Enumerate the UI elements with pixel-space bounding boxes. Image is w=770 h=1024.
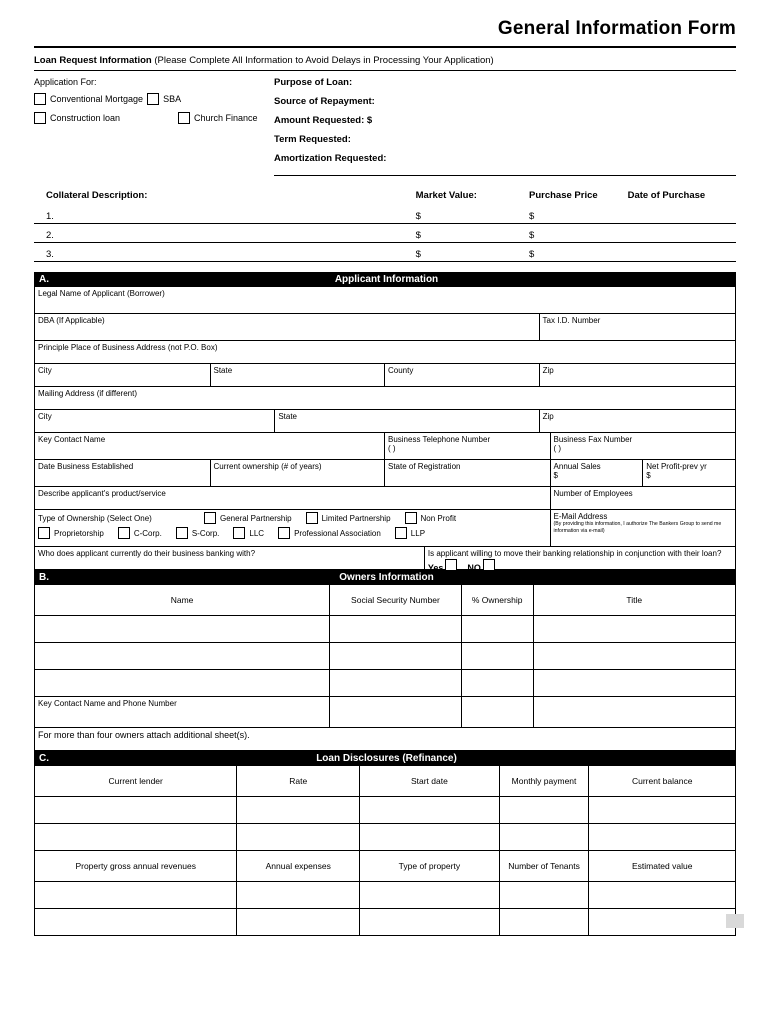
table-row: [35, 313, 735, 340]
table-row: [35, 727, 735, 750]
label-proprietorship: Proprietorship: [54, 528, 104, 538]
cell-monthly-payment[interactable]: [499, 824, 589, 850]
ownership-type-block: [35, 510, 550, 546]
cell-number-of-tenants[interactable]: [499, 882, 589, 908]
section-c-bar: [34, 751, 736, 766]
header-rate: Rate: [236, 766, 359, 796]
label-business-telephone: Business Telephone Number: [387, 435, 491, 444]
header-ssn: Social Security Number: [329, 585, 461, 615]
cell-owner-name[interactable]: [35, 670, 329, 696]
field-legal-name[interactable]: Legal Name of Applicant (Borrower): [38, 289, 165, 298]
checkbox-non-profit[interactable]: [405, 512, 417, 524]
table-row: [35, 509, 735, 546]
label-construction-loan: Construction loan: [50, 113, 121, 123]
checkbox-church-finance[interactable]: [178, 112, 190, 124]
section-a-bar: [34, 272, 736, 287]
label-yes: Yes: [427, 563, 444, 573]
field-number-employees[interactable]: Number of Employees: [550, 487, 735, 509]
cell-key-contact-percent[interactable]: [461, 697, 533, 727]
field-tax-id[interactable]: Tax I.D. Number: [539, 314, 735, 340]
collateral-header-date-of-purchase: Date of Purchase: [627, 190, 706, 201]
collateral-row[interactable]: [34, 205, 736, 224]
field-zip[interactable]: Zip: [539, 364, 735, 386]
checkbox-professional-association[interactable]: [278, 527, 290, 539]
checkbox-llc[interactable]: [233, 527, 245, 539]
table-row: [35, 642, 735, 669]
checkbox-llp[interactable]: [395, 527, 407, 539]
cell-owner-percent[interactable]: [461, 643, 533, 669]
field-state-registration[interactable]: State of Registration: [384, 460, 550, 486]
ownership-row-1: [38, 512, 547, 524]
checkbox-no[interactable]: [483, 559, 495, 571]
field-state-2[interactable]: State: [274, 410, 538, 432]
collateral-row-1-market-value[interactable]: $: [415, 211, 421, 222]
table-header-row: [35, 850, 735, 881]
table-row: [35, 386, 735, 409]
note-additional-sheets: For more than four owners attach additional sheet(s).: [38, 730, 250, 740]
field-date-established[interactable]: Date Business Established: [38, 462, 134, 471]
cell-owner-name[interactable]: [35, 616, 329, 642]
loan-disclosures-table: [34, 766, 736, 936]
checkbox-s-corp[interactable]: [176, 527, 188, 539]
collateral-row-3-purchase-price[interactable]: $: [529, 249, 535, 260]
collateral-header-description: Collateral Description:: [46, 190, 148, 201]
collateral-row-2-number: 2.: [46, 230, 54, 241]
checkbox-proprietorship[interactable]: [38, 527, 50, 539]
header-percent-ownership: % Ownership: [461, 585, 533, 615]
field-mailing-address[interactable]: Mailing Address (if different): [38, 389, 138, 398]
header-current-lender: Current lender: [108, 776, 163, 786]
checkbox-construction-loan[interactable]: [34, 112, 46, 124]
cell-rate[interactable]: [236, 824, 359, 850]
header-number-of-tenants: Number of Tenants: [499, 851, 589, 881]
label-church-finance: Church Finance: [194, 113, 258, 123]
cell-estimated-value[interactable]: [588, 882, 735, 908]
label-willing-to-move: Is applicant willing to move their banking relationship in conjunction with their loan?: [427, 549, 722, 558]
header-owner-name: Name: [170, 595, 194, 605]
section-b-letter: B.: [39, 572, 49, 583]
cell-owner-title[interactable]: [533, 670, 735, 696]
header-monthly-payment: Monthly payment: [499, 766, 589, 796]
label-no: NO: [467, 563, 481, 573]
cell-type-of-property[interactable]: [359, 909, 499, 935]
ownership-row-2: [38, 527, 547, 539]
field-zip-2[interactable]: Zip: [539, 410, 735, 432]
field-annual-sales[interactable]: [550, 460, 643, 486]
collateral-row[interactable]: [34, 224, 736, 243]
collateral-row[interactable]: [34, 243, 736, 262]
collateral-headers: [34, 190, 736, 205]
table-row: [35, 696, 735, 727]
table-row: [35, 363, 735, 386]
cell-start-date[interactable]: [359, 824, 499, 850]
cell-owner-title[interactable]: [533, 643, 735, 669]
collateral-row-3-market-value[interactable]: $: [415, 249, 421, 260]
label-s-corp: S-Corp.: [191, 528, 220, 538]
cell-current-lender[interactable]: [35, 797, 236, 823]
header-annual-expenses: Annual expenses: [236, 851, 359, 881]
label-email-address: E-Mail Address: [553, 512, 608, 521]
field-key-contact-name[interactable]: Key Contact Name: [38, 435, 106, 444]
header-current-balance: Current balance: [588, 766, 735, 796]
collateral-row-1-number: 1.: [46, 211, 54, 222]
page-corner-marker: [726, 914, 744, 928]
table-row: [35, 796, 735, 823]
header-property-revenues: Property gross annual revenues: [75, 861, 196, 871]
field-current-ownership[interactable]: Current ownership (# of years): [210, 460, 385, 486]
owners-information-table: [34, 585, 736, 751]
cell-key-contact-title[interactable]: [533, 697, 735, 727]
label-annual-sales: Annual Sales: [553, 462, 601, 471]
application-for-heading: Application For:: [34, 77, 97, 87]
source-of-repayment-field[interactable]: Source of Repayment:: [274, 96, 375, 107]
label-conventional-mortgage: Conventional Mortgage: [50, 94, 144, 104]
table-row: [35, 615, 735, 642]
loan-request-note: (Please Complete All Information to Avoid Delays in Processing Your Application): [154, 55, 494, 66]
section-a-letter: A.: [39, 274, 49, 285]
loan-request-title: Loan Request Information: [34, 55, 152, 66]
table-row: [35, 823, 735, 850]
label-professional-association: Professional Association: [294, 528, 381, 538]
cell-rate[interactable]: [236, 797, 359, 823]
cell-annual-expenses[interactable]: [236, 882, 359, 908]
field-city[interactable]: City: [38, 366, 52, 375]
cell-owner-ssn[interactable]: [329, 670, 461, 696]
label-non-profit: Non Profit: [420, 513, 457, 523]
collateral-row-2-market-value[interactable]: $: [415, 230, 421, 241]
cell-owner-percent[interactable]: [461, 616, 533, 642]
cell-estimated-value[interactable]: [588, 909, 735, 935]
field-county[interactable]: County: [384, 364, 539, 386]
application-for-row-1: [34, 93, 272, 105]
cell-annual-expenses[interactable]: [236, 909, 359, 935]
header-owner-title: Title: [533, 585, 735, 615]
checkbox-yes[interactable]: [445, 559, 457, 571]
amortization-requested-field[interactable]: Amortization Requested:: [274, 153, 387, 164]
checkbox-sba[interactable]: [147, 93, 159, 105]
header-start-date: Start date: [359, 766, 499, 796]
collateral-header-market-value: Market Value:: [415, 190, 477, 201]
cell-owner-title[interactable]: [533, 616, 735, 642]
field-dba[interactable]: DBA (If Applicable): [38, 316, 105, 325]
application-for-block: [34, 77, 272, 176]
collateral-header-purchase-price: Purchase Price: [529, 190, 598, 201]
checkbox-general-partnership[interactable]: [204, 512, 216, 524]
table-row: [35, 669, 735, 696]
section-c-title: Loan Disclosures (Refinance): [316, 753, 457, 764]
label-sba: SBA: [163, 94, 182, 104]
section-a-title: Applicant Information: [334, 274, 439, 285]
checkbox-conventional-mortgage[interactable]: [34, 93, 46, 105]
table-row: [35, 908, 735, 935]
cell-current-balance[interactable]: [588, 797, 735, 823]
field-describe-product[interactable]: Describe applicant's product/service: [38, 489, 166, 498]
table-row: [35, 459, 735, 486]
collateral-row-2-purchase-price[interactable]: $: [529, 230, 535, 241]
note-email-authorization: (By providing this information, I authorize The Bankers Group to send me information via e-mail): [553, 521, 722, 534]
label-business-fax: Business Fax Number: [553, 435, 633, 444]
table-row: [35, 881, 735, 908]
checkbox-limited-partnership[interactable]: [306, 512, 318, 524]
field-email-address[interactable]: [550, 510, 735, 546]
section-c-letter: C.: [39, 753, 49, 764]
application-for-row-2: [34, 112, 272, 124]
loan-request-header: [34, 55, 736, 71]
purpose-of-loan-block: [272, 77, 736, 176]
label-llp: LLP: [410, 528, 426, 538]
amount-requested-field[interactable]: Amount Requested: $: [274, 115, 373, 126]
purpose-divider: [274, 174, 736, 176]
field-principal-address[interactable]: Principle Place of Business Address (not P.O. Box): [38, 343, 218, 352]
mask-net-profit: $: [646, 471, 651, 480]
label-net-profit: Net Profit-prev yr: [646, 462, 707, 471]
cell-key-contact-ssn[interactable]: [329, 697, 461, 727]
table-row: [35, 409, 735, 432]
purpose-of-loan-field[interactable]: Purpose of Loan:: [274, 77, 353, 88]
field-business-fax[interactable]: [550, 433, 735, 459]
header-type-of-property: Type of property: [359, 851, 499, 881]
cell-type-of-property[interactable]: [359, 882, 499, 908]
cell-number-of-tenants[interactable]: [499, 909, 589, 935]
collateral-section: [34, 190, 736, 262]
table-row: [35, 287, 735, 313]
cell-property-revenues[interactable]: [35, 882, 236, 908]
field-net-profit[interactable]: [642, 460, 735, 486]
table-row: [35, 546, 735, 573]
label-general-partnership: General Partnership: [220, 513, 292, 523]
cell-owner-name[interactable]: [35, 643, 329, 669]
collateral-row-3-number: 3.: [46, 249, 54, 260]
cell-owner-ssn[interactable]: [329, 616, 461, 642]
mask-business-fax: ( ): [553, 444, 562, 453]
checkbox-c-corp[interactable]: [118, 527, 130, 539]
cell-current-balance[interactable]: [588, 824, 735, 850]
cell-current-lender[interactable]: [35, 824, 236, 850]
label-llc: LLC: [249, 528, 265, 538]
section-b-title: Owners Information: [339, 572, 434, 583]
table-row: [35, 340, 735, 363]
term-requested-field[interactable]: Term Requested:: [274, 134, 351, 145]
field-business-telephone[interactable]: [384, 433, 550, 459]
field-state[interactable]: State: [210, 364, 385, 386]
application-purpose-block: [34, 77, 736, 176]
label-limited-partnership: Limited Partnership: [321, 513, 391, 523]
header-estimated-value: Estimated value: [588, 851, 735, 881]
mask-annual-sales: $: [553, 471, 558, 480]
table-row: [35, 486, 735, 509]
cell-owner-ssn[interactable]: [329, 643, 461, 669]
collateral-row-1-purchase-price[interactable]: $: [529, 211, 535, 222]
field-key-contact-phone[interactable]: Key Contact Name and Phone Number: [38, 699, 177, 708]
table-row: [35, 432, 735, 459]
field-city-2[interactable]: City: [38, 412, 52, 421]
label-ownership-type: Type of Ownership (Select One): [38, 513, 152, 523]
label-c-corp: C-Corp.: [133, 528, 162, 538]
table-header-row: [35, 766, 735, 796]
cell-monthly-payment[interactable]: [499, 797, 589, 823]
cell-owner-percent[interactable]: [461, 670, 533, 696]
field-current-bank[interactable]: Who does applicant currently do their business banking with?: [38, 549, 256, 558]
mask-business-telephone: ( ): [387, 444, 396, 453]
field-willing-to-move[interactable]: [424, 547, 735, 573]
cell-property-revenues[interactable]: [35, 909, 236, 935]
page-title: General Information Form: [34, 18, 736, 48]
applicant-information-table: [34, 287, 736, 573]
table-header-row: [35, 585, 735, 615]
cell-start-date[interactable]: [359, 797, 499, 823]
